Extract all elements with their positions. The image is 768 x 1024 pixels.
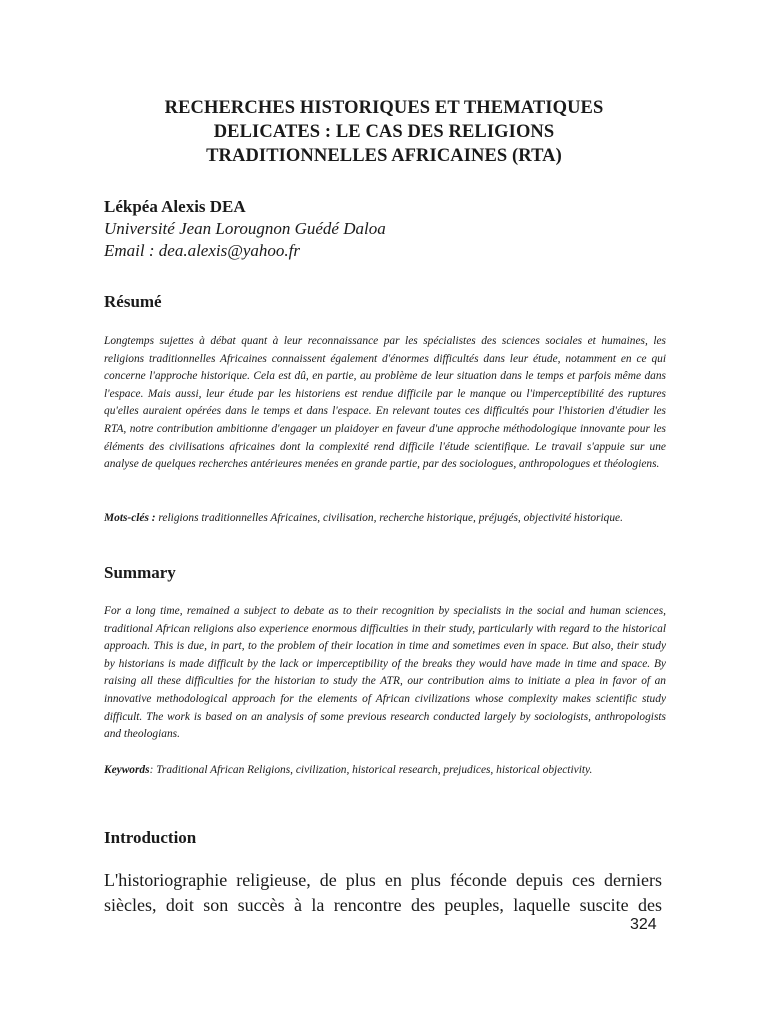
- page-number: 324: [630, 916, 657, 933]
- resume-heading: Résumé: [104, 292, 162, 311]
- resume-keywords: [104, 510, 666, 528]
- summary-keywords-label: Keywords: [104, 764, 150, 776]
- introduction-line-2: siècles, doit son succès à la rencontre des peuples, laquelle suscite des: [104, 895, 662, 915]
- resume-text: Longtemps sujettes à débat quant à leur reconnaissance par les spécialistes des sciences sociales et humaines, les religions traditionnelles Africaines connaissent également d'énormes difficultés dans leur étude, notamment en ce qui concerne l'approche historique. Cela est dû, en partie, au problème de leur situation dans le temps et parfois même dans l'espace. Mais aussi, leur étude par les historiens est rendue difficile par le manque ou l'imperceptibilité des ruptures qu'elles auraient opérées dans le temps et dans l'espace. En relevant toutes ces difficultés pour l'historien d'étudier les RTA, notre contribution ambitionne d'engager un plaidoyer en faveur d'une approche méthodologique innovante pour les éléments des civilisations africaines dont la complexité rend difficile l'étude scientifique. Le travail s'appuie sur une analyse de quelques recherches antérieures menées en grande partie, par des sociologues, anthropologues et théologiens.: [104, 335, 666, 471]
- title-line-2: DELICATES : LE CAS DES RELIGIONS: [213, 122, 555, 142]
- summary-text: For a long time, remained a subject to debate as to their recognition by specialists in the social and human sciences, traditional African religions also experience enormous difficulties in their study, particularly with regard to the historical approach. This is due, in part, to the problem of their location in time and sometimes even in space. But also, their study by historians is made difficult by the lack or imperceptibility of the breaks they would have made in time and space. By raising all these difficulties for the historian to study the ATR, our contribution aims to initiate a plea in favor of an innovative methodological approach for the elements of African civilizations whose complexity makes scientific study difficult. The work is based on an analysis of some previous research conducted largely by sociologists, anthropologists and theologians.: [104, 605, 666, 741]
- paper-title: [90, 96, 678, 168]
- resume-keywords-text: religions traditionnelles Africaines, civilisation, recherche historique, préjugés, objectivité historique.: [155, 512, 623, 524]
- author-block: [104, 196, 386, 262]
- title-line-1: RECHERCHES HISTORIQUES ET THEMATIQUES: [164, 98, 604, 118]
- resume-keywords-label: Mots-clés :: [104, 512, 156, 524]
- summary-keywords: [104, 762, 666, 780]
- summary-heading: Summary: [104, 563, 176, 582]
- introduction-line-1: L'historiographie religieuse, de plus en plus féconde depuis ces derniers: [104, 870, 662, 890]
- summary-keywords-text: : Traditional African Religions, civilization, historical research, prejudices, historical objectivity.: [149, 764, 593, 776]
- author-name: Lékpéa Alexis DEA: [104, 197, 246, 216]
- title-line-3: TRADITIONNELLES AFRICAINES (RTA): [206, 146, 562, 166]
- author-affiliation: Université Jean Lorougnon Guédé Daloa: [104, 219, 386, 238]
- author-email: Email : dea.alexis@yahoo.fr: [104, 241, 300, 260]
- introduction-heading: Introduction: [104, 828, 197, 847]
